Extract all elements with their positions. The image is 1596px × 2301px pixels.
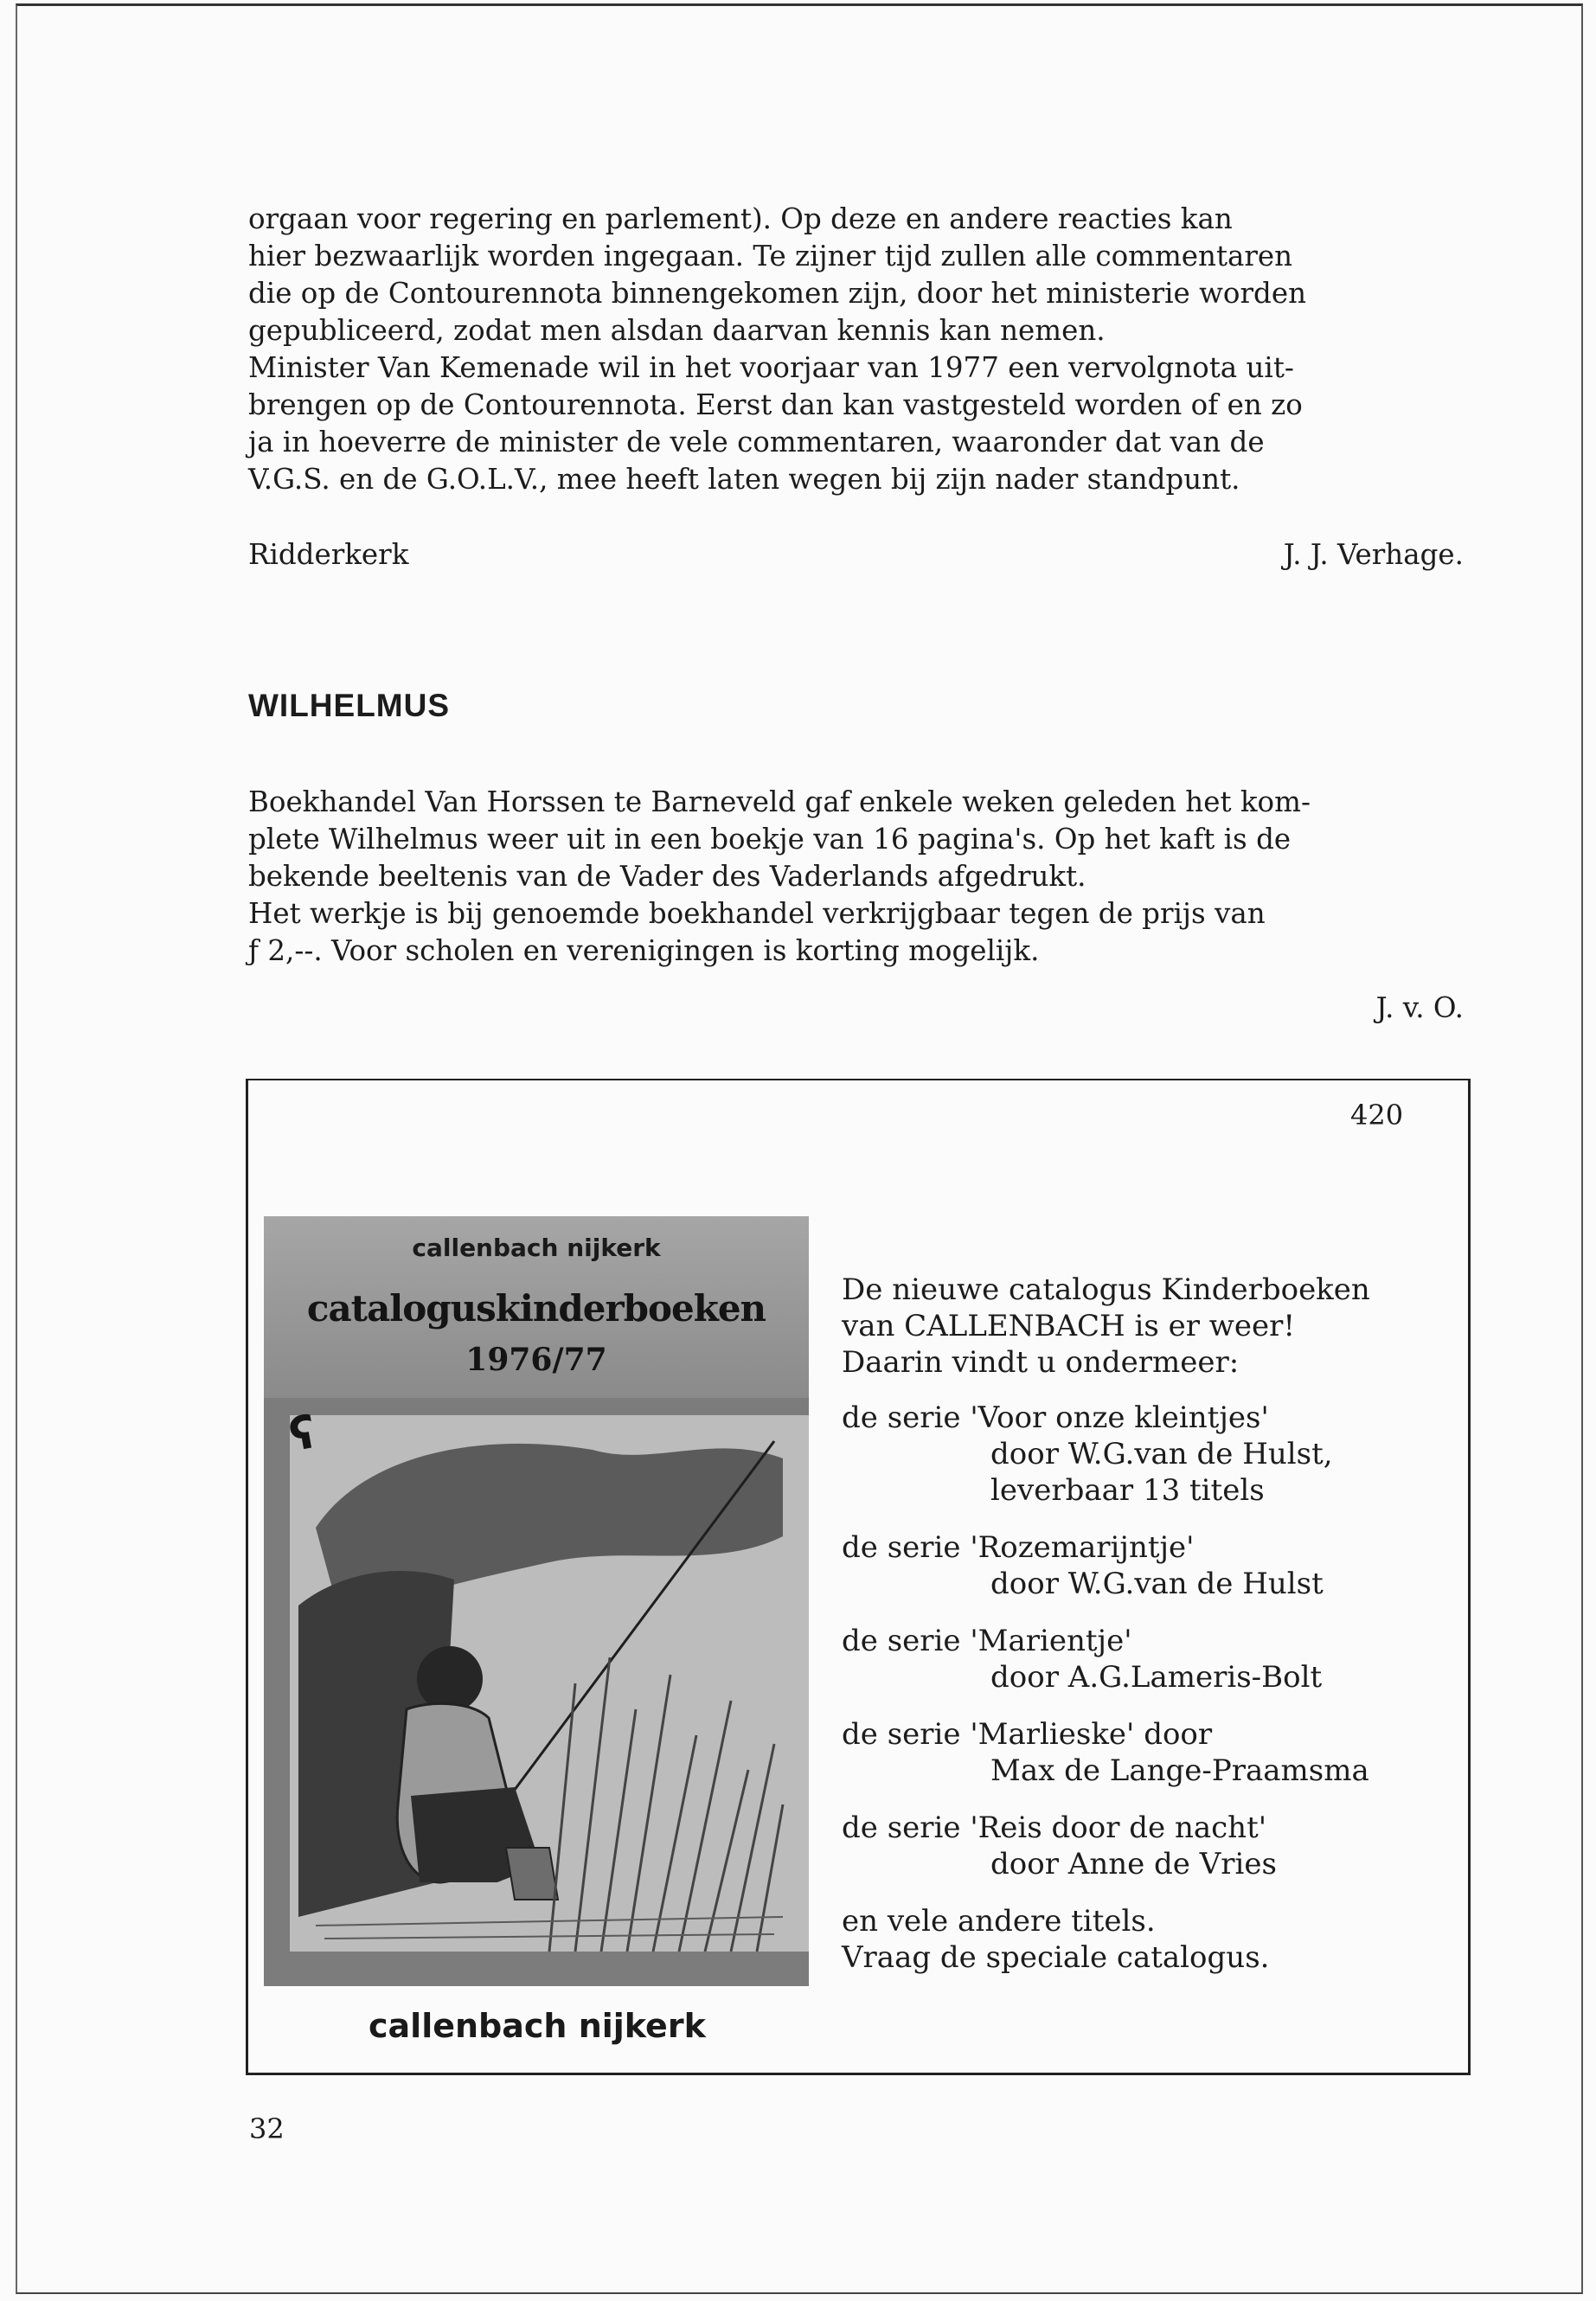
series-item bbox=[842, 1810, 1277, 1882]
text-line: Boekhandel Van Horssen te Barneveld gaf enkele weken geleden het kom- bbox=[248, 785, 1311, 818]
text-line: ƒ 2,--. Voor scholen en verenigingen is korting mogelijk. bbox=[248, 934, 1040, 967]
text-line: en vele andere titels. bbox=[842, 1904, 1156, 1939]
article-contourennota-text bbox=[248, 201, 1490, 498]
text-line: van CALLENBACH is er weer! bbox=[842, 1309, 1296, 1343]
callenbach-logo: ʕ bbox=[285, 1406, 320, 1463]
series-title: de serie 'Marlieske' door bbox=[842, 1717, 1213, 1752]
section-heading: WILHELMUS bbox=[248, 688, 451, 723]
series-author: door W.G.van de Hulst bbox=[990, 1567, 1324, 1601]
text-line: Daarin vindt u ondermeer: bbox=[842, 1345, 1240, 1380]
text-line: Vraag de speciale catalogus. bbox=[842, 1940, 1270, 1975]
text-line: ja in hoeverre de minister de vele commentaren, waaronder dat van de bbox=[248, 426, 1265, 458]
fishing-boy-illustration bbox=[264, 1398, 809, 1986]
text-line: Het werkje is bij genoemde boekhandel verkrijgbaar tegen de prijs van bbox=[248, 897, 1266, 930]
ad-outro bbox=[842, 1903, 1269, 1976]
article-wilhelmus-text bbox=[248, 784, 1490, 970]
author: J. v. O. bbox=[1375, 991, 1464, 1024]
series-title: de serie 'Marientje' bbox=[842, 1624, 1132, 1658]
series-item bbox=[842, 1623, 1322, 1695]
author: J. J. Verhage. bbox=[1283, 538, 1464, 571]
text-line: orgaan voor regering en parlement). Op deze en andere reacties kan bbox=[248, 202, 1233, 235]
series-item bbox=[842, 1529, 1324, 1602]
ad-footer-publisher: callenbach nijkerk bbox=[369, 2007, 706, 2045]
ad-number: 420 bbox=[1350, 1099, 1404, 1131]
series-item bbox=[842, 1716, 1369, 1789]
text-line: die op de Contourennota binnengekomen zijn, door het ministerie worden bbox=[248, 277, 1307, 310]
series-title: de serie 'Rozemarijntje' bbox=[842, 1530, 1195, 1565]
series-title: de serie 'Reis door de nacht' bbox=[842, 1811, 1267, 1845]
text-line: De nieuwe catalogus Kinderboeken bbox=[842, 1272, 1370, 1307]
series-title: de serie 'Voor onze kleintjes' bbox=[842, 1400, 1269, 1435]
text-line: bekende beeltenis van de Vader des Vaderlands afgedrukt. bbox=[248, 860, 1086, 893]
text-line: V.G.S. en de G.O.L.V., mee heeft laten wegen bij zijn nader standpunt. bbox=[248, 463, 1240, 496]
series-note: leverbaar 13 titels bbox=[990, 1473, 1265, 1508]
series-author: Max de Lange-Praamsma bbox=[990, 1753, 1369, 1788]
text-line: Minister Van Kemenade wil in het voorjaar van 1977 een vervolgnota uit- bbox=[248, 351, 1294, 384]
series-item bbox=[842, 1400, 1333, 1509]
cover-title: cataloguskinderboeken bbox=[306, 1287, 766, 1330]
series-author: door W.G.van de Hulst, bbox=[990, 1437, 1333, 1471]
text-line: gepubliceerd, zodat men alsdan daarvan kennis kan nemen. bbox=[248, 314, 1106, 347]
text-line: hier bezwaarlijk worden ingegaan. Te zijner tijd zullen alle commentaren bbox=[248, 240, 1293, 272]
text-line: plete Wilhelmus weer uit in een boekje van 16 pagina's. Op het kaft is de bbox=[248, 823, 1292, 856]
series-author: door Anne de Vries bbox=[990, 1847, 1277, 1881]
place: Ridderkerk bbox=[248, 538, 409, 571]
text-line: brengen op de Contourennota. Eerst dan kan vastgesteld worden of en zo bbox=[248, 388, 1303, 421]
series-author: door A.G.Lameris-Bolt bbox=[990, 1660, 1323, 1695]
ad-intro bbox=[842, 1272, 1370, 1381]
cover-year: 1976/77 bbox=[465, 1342, 607, 1378]
cover-publisher: callenbach nijkerk bbox=[412, 1234, 661, 1262]
page-number: 32 bbox=[249, 2112, 285, 2145]
catalogue-cover-image bbox=[264, 1216, 809, 1986]
